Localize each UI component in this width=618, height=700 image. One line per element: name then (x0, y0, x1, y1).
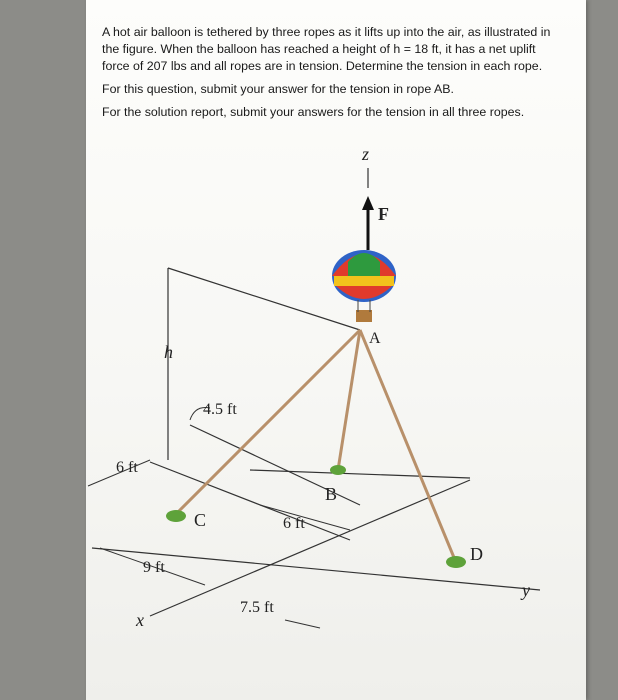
axis-z-label: z (362, 144, 370, 164)
problem-statement (102, 24, 562, 127)
point-d-label: D (470, 544, 483, 564)
dim-7-5-label: 7.5 ft (240, 599, 274, 616)
dim-6-mid-label: 6 ft (283, 515, 305, 532)
problem-sheet (86, 0, 586, 700)
problem-paragraph-2: For this question, submit your answer for the tension in rope AB. (102, 82, 454, 96)
problem-paragraph-3: For the solution report, submit your answers for the tension in all three ropes. (102, 105, 525, 119)
point-a-label: A (369, 330, 381, 347)
point-c-label: C (194, 510, 207, 530)
force-label: F (378, 204, 389, 224)
height-label: h (164, 342, 173, 362)
point-b-label: B (325, 484, 338, 504)
dim-4-5-label: 4.5 ft (203, 401, 237, 418)
axis-x-label: x (136, 610, 144, 630)
axis-y-label: y (522, 580, 530, 600)
problem-paragraph-1: A hot air balloon is tethered by three ropes as it lifts up into the air, as illustrated in the figure. When the balloon has reached a height of h = 18 ft, it has a net uplift force of 207 lbs and all ropes are in tension. Determine the tension in each rope. (102, 25, 551, 73)
dim-9-label: 9 ft (143, 559, 165, 576)
dim-6-left-label: 6 ft (116, 459, 138, 476)
